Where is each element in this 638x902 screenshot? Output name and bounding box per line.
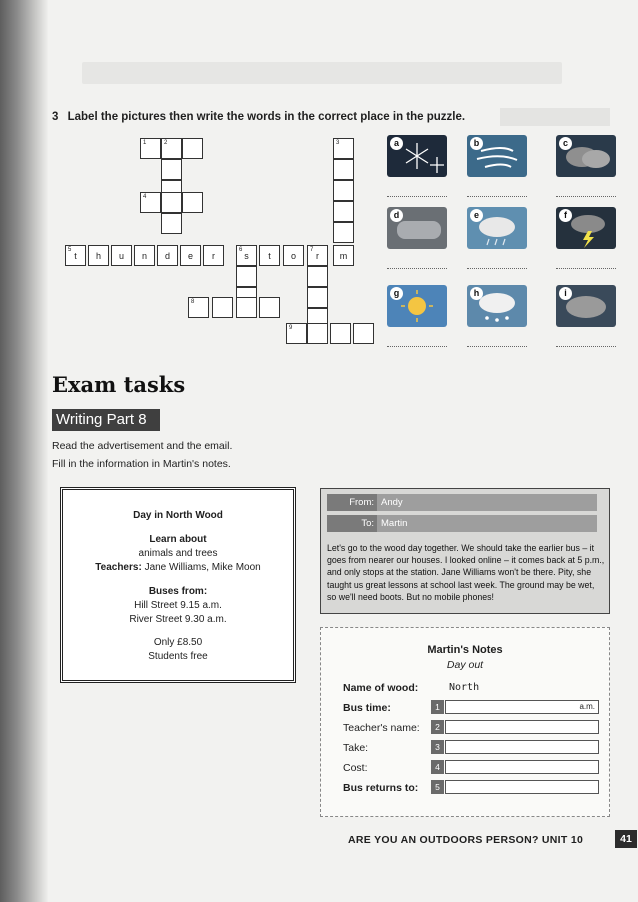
crossword-cell[interactable] xyxy=(140,138,161,159)
advert-learn-2: animals and trees xyxy=(138,548,218,559)
weather-picture-e xyxy=(467,207,527,249)
crossword-cell[interactable] xyxy=(236,297,257,318)
clue-number: 4 xyxy=(143,194,147,200)
crossword-letter: o xyxy=(290,251,296,261)
crossword-cell[interactable] xyxy=(212,297,233,318)
picture-label: e xyxy=(470,209,483,222)
crossword-cell[interactable] xyxy=(283,245,304,266)
from-value: Andy xyxy=(377,494,597,511)
crossword-cell[interactable] xyxy=(203,245,224,266)
crossword-cell[interactable] xyxy=(161,213,182,234)
clue-number: 5 xyxy=(68,247,72,253)
crossword-cell[interactable] xyxy=(307,245,328,266)
crossword-cell[interactable] xyxy=(333,138,354,159)
weather-picture-i xyxy=(556,285,616,327)
crossword-cell[interactable] xyxy=(161,159,182,180)
crossword-cell[interactable] xyxy=(236,266,257,287)
buses-title: Buses from: xyxy=(148,586,208,597)
show-through-heading xyxy=(82,62,562,84)
crossword-cell[interactable] xyxy=(140,192,161,213)
cost-label: Cost: xyxy=(343,762,368,774)
picture-label: i xyxy=(559,287,572,300)
crossword-cell[interactable] xyxy=(157,245,178,266)
clue-number: 8 xyxy=(191,299,195,305)
weather-picture-g xyxy=(387,285,447,327)
advert-students: Students free xyxy=(148,651,208,662)
crossword-letter: r xyxy=(316,251,319,261)
crossword-cell[interactable] xyxy=(182,192,203,213)
exercise-text: Label the pictures then write the words in the correct place in the puzzle. xyxy=(67,111,466,123)
clue-number: 1 xyxy=(143,140,147,146)
crossword-cell[interactable] xyxy=(307,287,328,308)
cost-field[interactable] xyxy=(445,760,599,774)
crossword-cell[interactable] xyxy=(161,138,182,159)
weather-picture-b xyxy=(467,135,527,177)
teachers-value: Jane Williams, Mike Moon xyxy=(144,562,261,573)
crossword-cell[interactable] xyxy=(259,297,280,318)
crossword-cell[interactable] xyxy=(180,245,201,266)
crossword-letter: d xyxy=(164,251,170,261)
notes-title: Martin's Notes xyxy=(427,644,503,656)
email xyxy=(320,488,610,614)
answer-line[interactable] xyxy=(556,196,616,197)
to-label: To: xyxy=(327,515,377,532)
answer-line[interactable] xyxy=(467,346,527,347)
teachers-label: Teachers: xyxy=(95,562,142,573)
bus-time-field[interactable]: a.m. xyxy=(445,700,599,714)
clue-number: 7 xyxy=(310,247,314,253)
crossword-cell[interactable] xyxy=(111,245,132,266)
answer-line[interactable] xyxy=(387,346,447,347)
crossword-cell[interactable] xyxy=(333,201,354,222)
crossword-letter: t xyxy=(268,251,271,261)
crossword-letter: h xyxy=(95,251,101,261)
picture-label: d xyxy=(390,209,403,222)
wood-name-label: Name of wood: xyxy=(343,682,419,694)
picture-label: a xyxy=(390,137,403,150)
picture-label: c xyxy=(559,137,572,150)
picture-label: f xyxy=(559,209,572,222)
crossword-cell[interactable] xyxy=(333,159,354,180)
section-title: Exam tasks xyxy=(52,372,186,397)
clue-number: 3 xyxy=(336,140,340,146)
advertisement xyxy=(60,487,296,683)
wood-name-value: North xyxy=(449,682,480,693)
answer-line[interactable] xyxy=(556,268,616,269)
teacher-name-field[interactable] xyxy=(445,720,599,734)
crossword-cell[interactable] xyxy=(353,323,374,344)
crossword-cell[interactable] xyxy=(333,222,354,243)
page-number: 41 xyxy=(615,830,637,848)
answer-line[interactable] xyxy=(387,196,447,197)
weather-picture-d xyxy=(387,207,447,249)
clue-number: 6 xyxy=(239,247,243,253)
crossword-letter: n xyxy=(141,251,147,261)
email-from-row xyxy=(327,494,603,511)
take-label: Take: xyxy=(343,742,369,754)
show-through-panel xyxy=(500,108,610,126)
notes-subtitle: Day out xyxy=(446,659,484,671)
martins-notes xyxy=(320,627,610,817)
weather-picture-c xyxy=(556,135,616,177)
advert-teachers xyxy=(63,562,293,573)
weather-picture-h xyxy=(467,285,527,327)
answer-number: 5 xyxy=(431,780,444,794)
crossword-cell[interactable] xyxy=(307,323,328,344)
teacher-name-label: Teacher's name: xyxy=(343,722,420,734)
instruction-line-2: Fill in the information in Martin's notes. xyxy=(52,458,231,470)
bus-returns-field[interactable] xyxy=(445,780,599,794)
crossword-cell[interactable] xyxy=(161,192,182,213)
advert-title: Day in North Wood xyxy=(133,510,223,521)
book-spine-shadow xyxy=(0,0,48,902)
email-body: Let's go to the wood day together. We should take the earlier bus – it goes from nearer our houses. I looked online – it comes back at 5 p.m., and only stops at the station. Jane Williams won't be there. Pity, she taught us great lessons at school last week. The ground may be wet, so we'll need boots. But no mobile phones! xyxy=(327,543,605,602)
crossword-letter: u xyxy=(118,251,124,261)
exercise-number: 3 xyxy=(52,111,59,123)
weather-picture-f xyxy=(556,207,616,249)
picture-label: h xyxy=(470,287,483,300)
answer-number: 2 xyxy=(431,720,444,734)
bus-returns-label: Bus returns to: xyxy=(343,782,419,794)
crossword-cell[interactable] xyxy=(134,245,155,266)
crossword-cell[interactable] xyxy=(236,245,257,266)
crossword-cell[interactable] xyxy=(333,180,354,201)
part-tab: Writing Part 8 xyxy=(52,409,160,431)
crossword-cell[interactable] xyxy=(259,245,280,266)
crossword-letter: t xyxy=(74,251,77,261)
weather-picture-a xyxy=(387,135,447,177)
advert-learn-1: Learn about xyxy=(149,534,207,545)
advert-price: Only £8.50 xyxy=(153,637,203,648)
footer-unit-title: ARE YOU AN OUTDOORS PERSON? UNIT 10 xyxy=(348,834,584,846)
crossword-cell[interactable] xyxy=(182,138,203,159)
crossword-letter: m xyxy=(339,251,348,261)
answer-number: 4 xyxy=(431,760,444,774)
picture-label: b xyxy=(470,137,483,150)
crossword-cell[interactable] xyxy=(188,297,209,318)
crossword-cell[interactable] xyxy=(307,266,328,287)
answer-line[interactable] xyxy=(387,268,447,269)
crossword-cell[interactable] xyxy=(88,245,109,266)
clue-number: 9 xyxy=(289,325,293,331)
crossword-letter: r xyxy=(212,251,215,261)
crossword-letter: e xyxy=(187,251,193,261)
answer-number: 3 xyxy=(431,740,444,754)
exercise-instruction xyxy=(52,111,465,123)
picture-label: g xyxy=(390,287,403,300)
answer-line[interactable] xyxy=(467,196,527,197)
crossword-cell[interactable] xyxy=(333,245,354,266)
bus-river-street: River Street 9.30 a.m. xyxy=(129,614,227,625)
instruction-line-1: Read the advertisement and the email. xyxy=(52,440,233,452)
from-label: From: xyxy=(327,494,377,511)
bus-time-label: Bus time: xyxy=(343,702,391,714)
bus-hill-street: Hill Street 9.15 a.m. xyxy=(134,600,222,611)
answer-line[interactable] xyxy=(467,268,527,269)
crossword-cell[interactable] xyxy=(65,245,86,266)
crossword-cell[interactable] xyxy=(330,323,351,344)
to-value: Martin xyxy=(377,515,597,532)
answer-number: 1 xyxy=(431,700,444,714)
crossword-cell[interactable] xyxy=(286,323,307,344)
crossword-letter: s xyxy=(244,251,249,261)
clue-number: 2 xyxy=(164,140,168,146)
answer-line[interactable] xyxy=(556,346,616,347)
take-field[interactable] xyxy=(445,740,599,754)
email-to-row xyxy=(327,515,603,532)
